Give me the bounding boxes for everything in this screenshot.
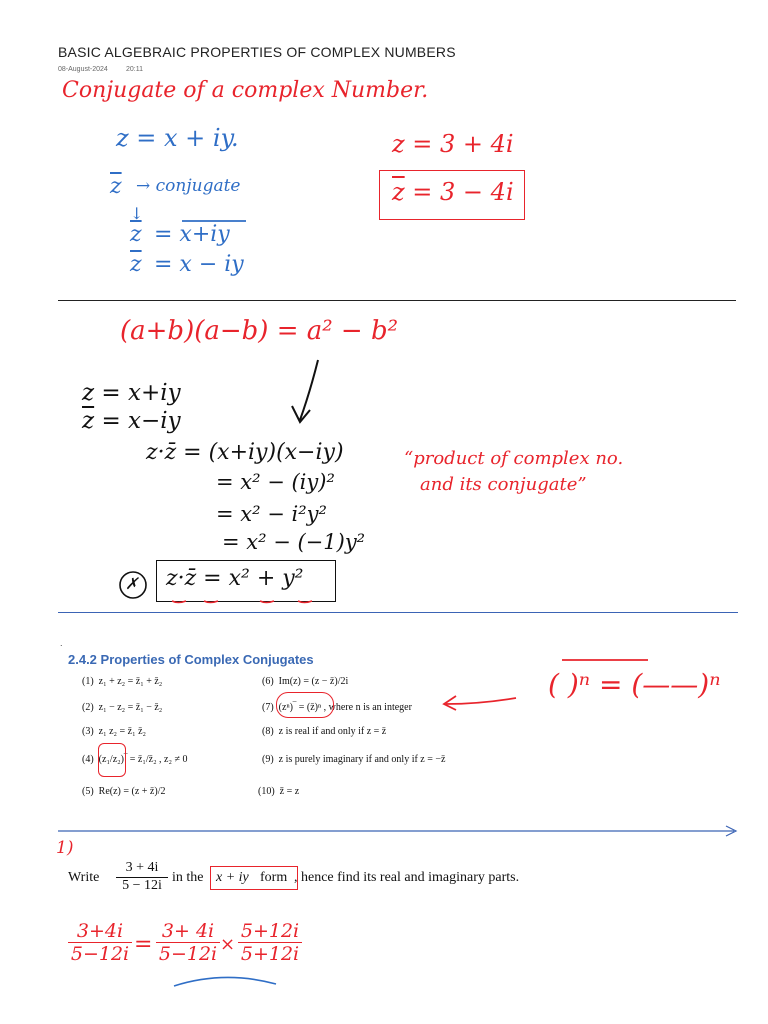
identity-formula: (a+b)(a−b) = a² − b² — [120, 316, 399, 346]
arrow-left-icon — [440, 690, 520, 714]
note-date: 08-August-2024 — [58, 66, 108, 73]
work-underline-arc — [170, 974, 280, 990]
exercise-rest: , hence find its real and imaginary parts. — [294, 870, 520, 885]
product-line: z·z̄ = (x+iy)(x−iy) — [146, 440, 344, 465]
star-mark: ✗ — [125, 574, 139, 593]
zbar-line: $\overline{z} = x-iy$ — [82, 408, 181, 434]
exercise-number: 1) — [56, 838, 74, 858]
arrow-down-stroke-icon — [288, 356, 328, 428]
exercise-form-word: form — [260, 870, 288, 885]
property-6: (6) Im(z) = (z − z̄)/2i — [262, 676, 349, 687]
divider-arrow — [58, 824, 740, 838]
work-b-num: 3+ 4i — [156, 920, 220, 943]
comment-line-2: and its conjugate” — [420, 474, 587, 495]
arrow-down-icon: ↓ — [130, 204, 144, 223]
zbar-symbol-2: $\overline{z}$ — [130, 222, 142, 247]
overline-stroke — [180, 218, 250, 224]
work-fraction-c — [238, 920, 302, 965]
zbar-symbol-1: $\overline{z}$ — [110, 174, 122, 199]
property-7: (7) (zⁿ)‾ = (z̄)ⁿ , where n is an integer — [262, 702, 412, 713]
step-3: = x² − (−1)y² — [222, 530, 366, 554]
work-equals: = — [134, 932, 153, 957]
result-formula: z·z̄ = x² + y² — [166, 566, 304, 591]
work-b-den: 5−12i — [158, 943, 218, 965]
divider-black — [58, 300, 736, 301]
property-8: (8) z is real if and only if z = z̄ — [262, 726, 387, 737]
step-1: = x² − (iy)² — [216, 470, 335, 494]
zbar-conjugate-label: → conjugate — [136, 176, 241, 196]
property-5: (5) Re(z) = (z + z̄)/2 — [82, 786, 166, 797]
exercise-in-the: in the — [172, 870, 204, 885]
property-7-highlight — [276, 692, 334, 718]
exercise-fraction — [116, 860, 168, 894]
work-a-num: 3+4i — [68, 920, 132, 943]
exercise-write: Write — [68, 870, 100, 885]
exercise-frac-den: 5 − 12i — [122, 878, 162, 893]
work-c-den: 5+12i — [240, 943, 300, 965]
z-definition: z = x + iy. — [116, 124, 239, 152]
work-c-num: 5+12i — [238, 920, 302, 943]
zbar-symbol-3: $\overline{z}$ — [130, 252, 142, 277]
property-10: (10) z̄̄ = z — [258, 786, 300, 797]
properties-heading: 2.4.2 Properties of Complex Conjugates — [68, 652, 314, 667]
property-9: (9) z is purely imaginary if and only if z = −z̄ — [262, 754, 446, 765]
property-4: (4) (z₁/z₂)‾ = z̄₁/z̄₂ , z₂ ≠ 0 — [82, 754, 188, 765]
property-1: (1) z₁ + z₂ = z̄₁ + z̄₂ — [82, 676, 163, 687]
example-zbar: $\overline{z} = 3 - 4i$ — [392, 178, 514, 206]
divider-blue — [58, 612, 738, 613]
exercise-frac-num: 3 + 4i — [116, 860, 168, 878]
property-4-highlight — [98, 743, 126, 777]
side-overline — [558, 656, 678, 666]
zbar-result: = x − iy — [154, 252, 244, 277]
work-times: × — [220, 934, 236, 955]
work-a-den: 5−12i — [70, 943, 130, 965]
side-note-power: ( )ⁿ = (——)ⁿ — [548, 668, 721, 701]
property-2: (2) z₁ − z₂ = z̄₁ − z̄₂ — [82, 702, 163, 713]
example-z: z = 3 + 4i — [392, 130, 514, 158]
page-title: BASIC ALGEBRAIC PROPERTIES OF COMPLEX NUMBERS — [58, 44, 456, 60]
stray-dot: . — [60, 638, 63, 648]
work-fraction-b — [156, 920, 220, 965]
property-3: (3) z₁ z₂ = z̄₁ z̄₂ — [82, 726, 147, 737]
exercise-form-expr: x + iy — [216, 870, 249, 885]
note-time: 20:11 — [126, 66, 143, 73]
conjugate-heading: Conjugate of a complex Number. — [62, 78, 429, 103]
zbar-equals-conj: = x+iy — [154, 222, 230, 247]
step-2: = x² − i²y² — [216, 502, 327, 526]
z-line: z = x+iy — [82, 380, 181, 406]
red-underline — [170, 596, 330, 606]
work-fraction-a — [68, 920, 132, 965]
comment-line-1: “product of complex no. — [404, 448, 624, 469]
